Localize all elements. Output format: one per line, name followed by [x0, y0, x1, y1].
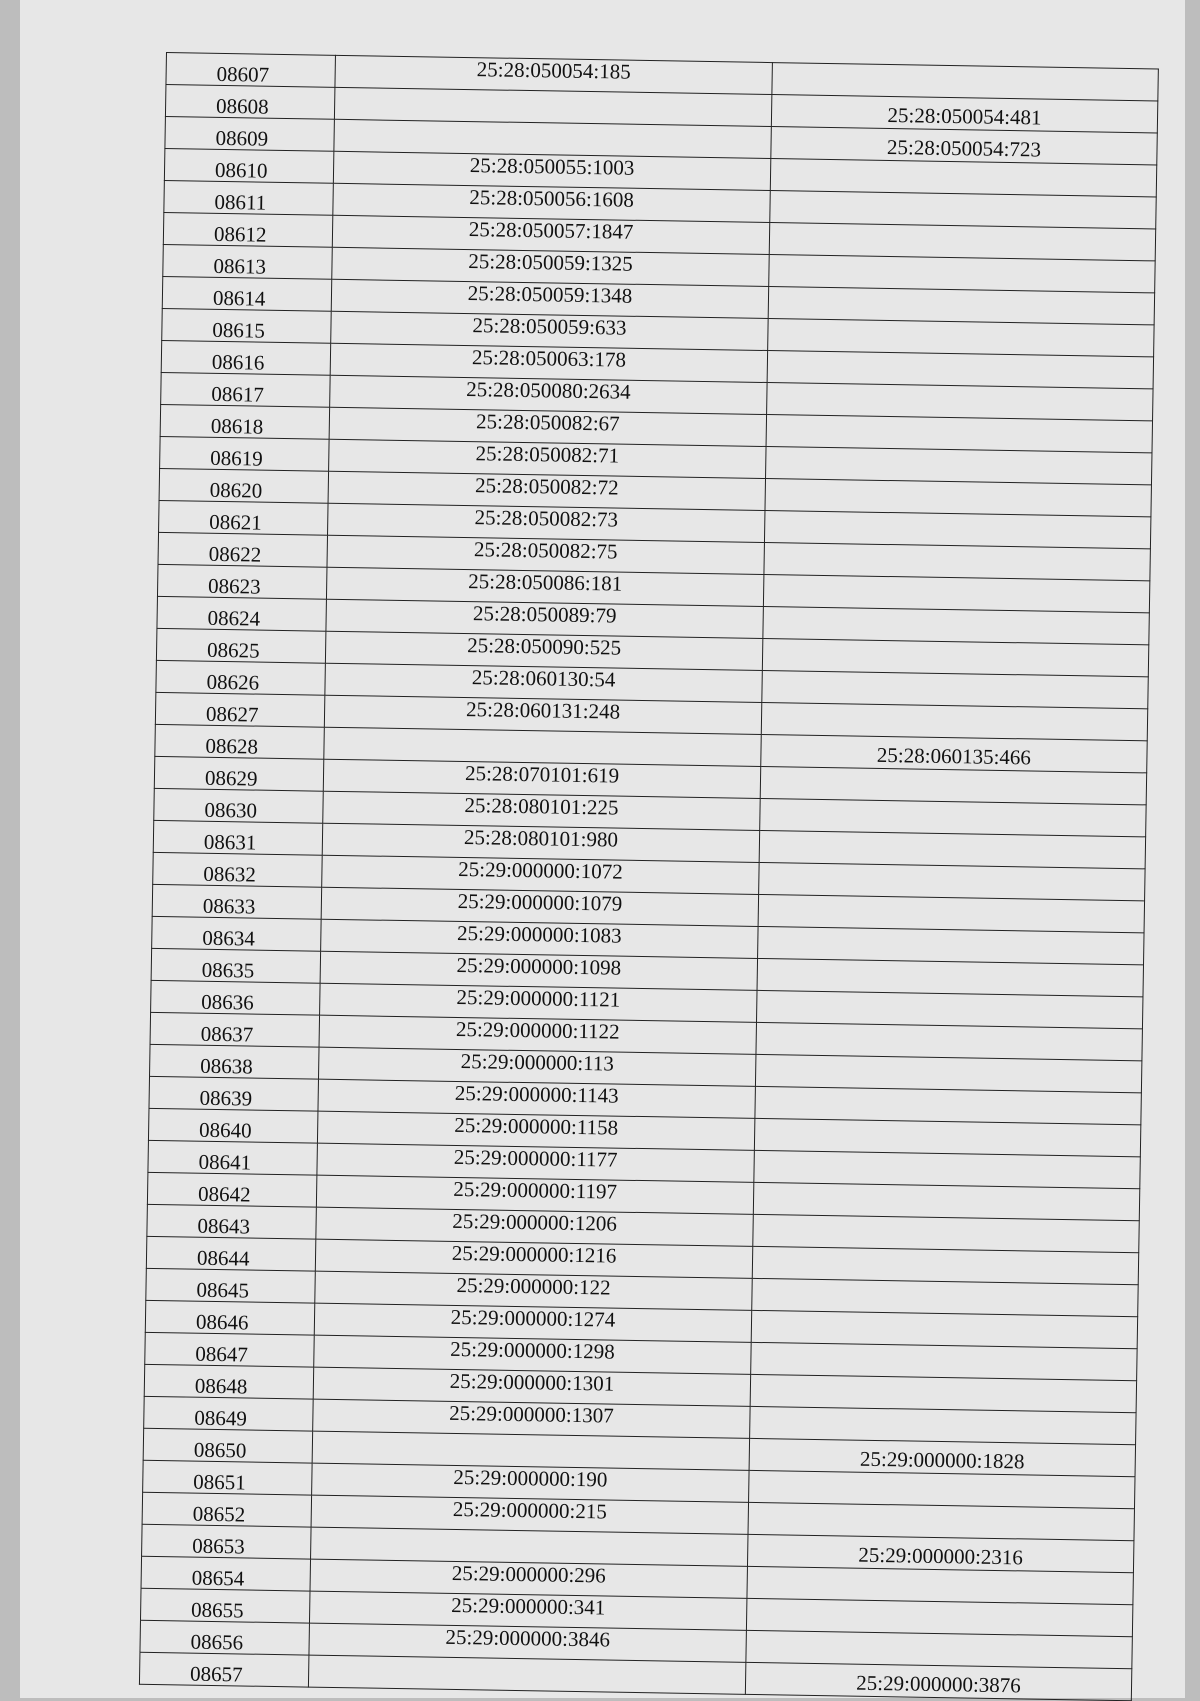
row-number-cell: 08653: [142, 1524, 312, 1559]
row-number-cell: 08612: [163, 212, 333, 247]
row-number-cell: 08657: [139, 1652, 309, 1687]
row-number-cell: 08628: [155, 724, 325, 759]
cadastral-number-cell: 25:29:000000:1083: [321, 919, 758, 958]
cadastral-number-cell: 25:28:050082:67: [329, 407, 766, 446]
cadastral-number-cell: 25:29:000000:3846: [309, 1623, 746, 1662]
cadastral-number-alt-cell: 25:28:060135:466: [761, 734, 1147, 772]
cadastral-number-cell: 25:28:050086:181: [326, 567, 763, 606]
cadastral-number-cell: 25:29:000000:190: [312, 1463, 749, 1502]
cadastral-number-cell: 25:28:080101:980: [322, 823, 759, 862]
cadastral-number-cell: 25:29:000000:1098: [320, 951, 757, 990]
row-number-cell: 08623: [157, 564, 327, 599]
row-number-cell: 08617: [161, 372, 331, 407]
cadastral-number-cell: 25:28:050080:2634: [330, 375, 767, 414]
cadastral-number-cell: 25:29:000000:1298: [314, 1335, 751, 1374]
row-number-cell: 08647: [145, 1332, 315, 1367]
row-number-cell: 08613: [163, 244, 333, 279]
row-number-cell: 08624: [157, 596, 327, 631]
cadastral-number-cell: 25:28:050082:75: [327, 535, 764, 574]
row-number-cell: 08608: [165, 85, 335, 120]
row-number-cell: 08629: [154, 756, 324, 791]
cadastral-number-cell: 25:29:000000:113: [318, 1047, 755, 1086]
cadastral-number-alt-cell: 25:29:000000:3876: [745, 1662, 1131, 1700]
cadastral-number-cell: 25:28:050059:1325: [332, 247, 769, 286]
row-number-cell: 08648: [144, 1364, 314, 1399]
table-body: [139, 53, 1158, 1701]
row-number-cell: 08651: [143, 1460, 313, 1495]
row-number-cell: 08636: [151, 980, 321, 1015]
row-number-cell: 08611: [164, 180, 334, 215]
row-number-cell: 08637: [150, 1012, 320, 1047]
row-number-cell: 08618: [160, 404, 330, 439]
cadastral-number-cell: 25:28:050082:73: [328, 503, 765, 542]
row-number-cell: 08649: [144, 1396, 314, 1431]
row-number-cell: 08615: [162, 308, 332, 343]
cadastral-number-cell: 25:29:000000:1197: [316, 1175, 753, 1214]
cadastral-number-cell: 25:29:000000:1301: [313, 1367, 750, 1406]
cadastral-number-cell: [308, 1655, 745, 1694]
row-number-cell: 08652: [142, 1492, 312, 1527]
row-number-cell: 08635: [151, 948, 321, 983]
row-number-cell: 08627: [155, 692, 325, 727]
cadastral-number-cell: 25:28:050055:1003: [333, 151, 770, 190]
cadastral-number-cell: 25:29:000000:1307: [313, 1399, 750, 1438]
cadastral-number-cell: 25:29:000000:1122: [319, 1015, 756, 1054]
cadastral-number-cell: 25:28:050057:1847: [332, 215, 769, 254]
cadastral-number-alt-cell: 25:28:050054:723: [771, 127, 1157, 165]
row-number-cell: 08630: [154, 788, 324, 823]
row-number-cell: 08607: [166, 53, 336, 88]
row-number-cell: 08633: [152, 884, 322, 919]
cadastral-number-table: [139, 52, 1159, 1701]
cadastral-number-cell: 25:29:000000:122: [315, 1271, 752, 1310]
cadastral-number-cell: 25:29:000000:341: [309, 1591, 746, 1630]
cadastral-number-cell: 25:29:000000:215: [311, 1495, 748, 1534]
row-number-cell: 08655: [140, 1588, 310, 1623]
row-number-cell: 08654: [141, 1556, 311, 1591]
row-number-cell: 08610: [164, 148, 334, 183]
cadastral-number-cell: 25:29:000000:1206: [316, 1207, 753, 1246]
row-number-cell: 08639: [149, 1076, 319, 1111]
row-number-cell: 08643: [147, 1204, 317, 1239]
cadastral-number-cell: 25:28:050082:71: [329, 439, 766, 478]
cadastral-number-cell: 25:28:070101:619: [323, 759, 760, 798]
row-number-cell: 08642: [147, 1172, 317, 1207]
cadastral-number-cell: 25:29:000000:1274: [314, 1303, 751, 1342]
cadastral-number-cell: 25:28:050059:1348: [331, 279, 768, 318]
row-number-cell: 08631: [153, 820, 323, 855]
row-number-cell: 08634: [152, 916, 322, 951]
cadastral-number-cell: 25:28:050054:185: [335, 55, 772, 94]
row-number-cell: 08621: [159, 500, 329, 535]
row-number-cell: 08644: [146, 1236, 316, 1271]
cadastral-number-cell: 25:28:060131:248: [324, 695, 761, 734]
cadastral-number-cell: 25:29:000000:1177: [317, 1143, 754, 1182]
cadastral-number-cell: 25:28:050082:72: [328, 471, 765, 510]
cadastral-number-cell: 25:29:000000:296: [310, 1559, 747, 1598]
row-number-cell: 08640: [148, 1108, 318, 1143]
row-number-cell: 08625: [156, 628, 326, 663]
row-number-cell: 08626: [156, 660, 326, 695]
cadastral-number-cell: 25:29:000000:1072: [322, 855, 759, 894]
row-number-cell: 08619: [160, 436, 330, 471]
cadastral-number-cell: 25:28:050090:525: [325, 631, 762, 670]
cadastral-number-cell: 25:28:050089:79: [326, 599, 763, 638]
cadastral-number-cell: 25:28:050056:1608: [333, 183, 770, 222]
cadastral-number-cell: 25:28:050059:633: [331, 311, 768, 350]
row-number-cell: 08645: [146, 1268, 316, 1303]
cadastral-number-alt-cell: 25:29:000000:2316: [747, 1534, 1133, 1572]
row-number-cell: 08650: [143, 1428, 313, 1463]
row-number-cell: 08616: [161, 340, 331, 375]
cadastral-number-cell: 25:28:050063:178: [330, 343, 767, 382]
cadastral-number-cell: 25:28:080101:225: [323, 791, 760, 830]
row-number-cell: 08646: [145, 1300, 315, 1335]
row-number-cell: 08614: [162, 276, 332, 311]
cadastral-number-cell: 25:29:000000:1121: [320, 983, 757, 1022]
row-number-cell: 08656: [140, 1620, 310, 1655]
row-number-cell: 08641: [148, 1140, 318, 1175]
row-number-cell: 08632: [153, 852, 323, 887]
cadastral-number-alt-cell: 25:29:000000:1828: [749, 1438, 1135, 1476]
row-number-cell: 08622: [158, 532, 328, 567]
cadastral-number-cell: 25:29:000000:1079: [321, 887, 758, 926]
cadastral-number-cell: 25:29:000000:1216: [315, 1239, 752, 1278]
scanned-page: [20, 0, 1185, 1698]
cadastral-number-cell: 25:29:000000:1158: [317, 1111, 754, 1150]
cadastral-number-cell: 25:29:000000:1143: [318, 1079, 755, 1118]
row-number-cell: 08638: [150, 1044, 320, 1079]
row-number-cell: 08620: [159, 468, 329, 503]
row-number-cell: 08609: [165, 116, 335, 151]
cadastral-number-cell: 25:28:060130:54: [325, 663, 762, 702]
cadastral-number-alt-cell: 25:28:050054:481: [771, 95, 1157, 133]
